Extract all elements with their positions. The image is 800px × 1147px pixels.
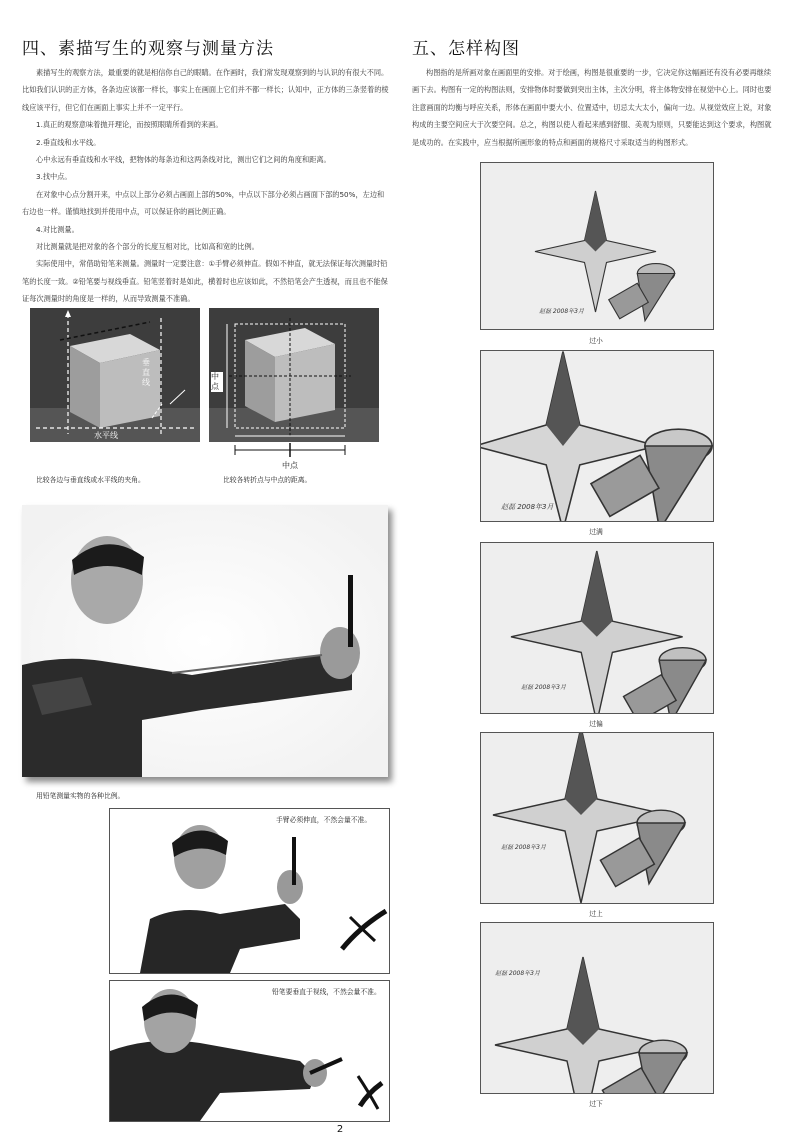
tip-photo-pencil bbox=[109, 980, 390, 1122]
composition-off-center bbox=[480, 542, 714, 714]
page-number: 2 bbox=[336, 1124, 344, 1135]
cube-midpoint-illustration bbox=[209, 308, 379, 442]
paragraph: 心中永远有垂直线和水平线，把物体的每条边和这两条线对比，测出它们之间的角度和距离。 bbox=[36, 155, 331, 165]
tip-arm-caption: 手臂必须伸直，不然会量不准。 bbox=[276, 816, 372, 824]
left-heading: 四、素描写生的观察与测量方法 bbox=[22, 39, 274, 59]
left-text-block bbox=[22, 64, 390, 308]
signature: 赵磊 2008年3月 bbox=[539, 308, 584, 315]
composition-too-high bbox=[480, 732, 714, 904]
signature: 赵磊 2008年3月 bbox=[495, 970, 540, 977]
paragraph: 2.垂直线和水平线。 bbox=[36, 137, 101, 147]
measuring-photo bbox=[22, 505, 388, 777]
sketch-too-small bbox=[481, 163, 713, 329]
sketch-too-high bbox=[481, 733, 713, 903]
midpoint-ruler bbox=[209, 443, 379, 457]
paragraph: 对比测量就是把对象的各个部分的长度互相对比，比如高和宽的比例。 bbox=[36, 242, 259, 252]
tip-pencil-caption: 铅笔要垂直于视线，不然会量不准。 bbox=[272, 988, 381, 996]
measuring-photo-caption: 用铅笔测量实物的各种比例。 bbox=[36, 792, 125, 800]
right-text-block bbox=[412, 64, 776, 151]
composition-too-low bbox=[480, 922, 714, 1094]
paragraph: 3.找中点。 bbox=[36, 172, 72, 182]
vertical-line-label: 垂直线 bbox=[142, 358, 150, 387]
boy-pencil-perpendicular-illustration bbox=[110, 981, 389, 1121]
paragraph: 在对象中心点分割开来，中点以上部分必须占画面上部的50%，中点以下部分必须占画面下部的50%，左边和右边也一样。谨慎地找到并使用中点，可以保证你的画比例正确。 bbox=[22, 189, 385, 217]
signature: 赵磊 2008年3月 bbox=[501, 503, 554, 511]
composition-too-small bbox=[480, 162, 714, 330]
caption-too-full: 过满 bbox=[589, 528, 603, 536]
caption-off-center: 过偏 bbox=[589, 720, 603, 728]
paragraph: 构图指的是所画对象在画面里的安排。对于绘画，构图是很重要的一步，它决定你这幅画还有没有必要再继续画下去。构图有一定的构图法则，安排物体时要做到突出主体，主次分明，将主体物安排在视觉中心上。同时也要注意画面的均衡与呼应关系，形体在画面中要大小、位置适中，切忌太大太小，偏向一边。从视觉效应上说，对象构成的主要空间应大于次要空间。总之，构图以使人看起来感到舒服、美观为原则，只要能达到这个要求，构图就是成功的。在实践中，应当根据所画形象的特点和画面的规格尺寸采取适当的构图形式。 bbox=[412, 68, 772, 147]
horizontal-line-label: 水平线 bbox=[94, 431, 118, 440]
signature: 赵磊 2008年3月 bbox=[501, 844, 546, 851]
sketch-too-low bbox=[481, 923, 713, 1093]
sketch-off-center bbox=[481, 543, 713, 713]
cube-angles-illustration bbox=[30, 308, 200, 442]
cube-photo-midpoints bbox=[209, 308, 379, 442]
cube-caption-angles: 比较各边与垂直线或水平线的夹角。 bbox=[36, 476, 145, 484]
cube-photo-angles bbox=[30, 308, 200, 442]
tip-photo-arm bbox=[109, 808, 390, 974]
caption-too-high: 过上 bbox=[589, 910, 603, 918]
boy-arm-straight-illustration bbox=[110, 809, 389, 973]
sketch-too-full bbox=[481, 351, 713, 521]
paragraph: 1.真正的观察意味着抛开理论，而按照眼睛所看到的来画。 bbox=[36, 120, 223, 130]
caption-too-low: 过下 bbox=[589, 1100, 603, 1108]
paragraph: 素描写生的观察方法，最重要的就是相信你自己的眼睛。在作画时，我们常发现观察到的与认识的有很大不同。比如我们认识的正方体，各条边应该都一样长，事实上在画面上它们并不都一样长；认知中，正方体的三条竖着的棱线应该平行，但它们在画面上事实上并不一定平行。 bbox=[22, 68, 389, 112]
composition-too-full bbox=[480, 350, 714, 522]
cube-caption-midpoints: 比较各转折点与中点的距离。 bbox=[223, 476, 312, 484]
midpoint-left-label: 中点 bbox=[211, 372, 223, 392]
boy-measuring-illustration bbox=[22, 505, 388, 777]
caption-too-small: 过小 bbox=[589, 337, 603, 345]
paragraph: 4.对比测量。 bbox=[36, 224, 79, 234]
midpoint-bottom-label: 中点 bbox=[282, 461, 298, 470]
right-heading: 五、怎样构图 bbox=[412, 39, 520, 59]
paragraph: 实际使用中，常借助铅笔来测量。测量时一定要注意：①手臂必须伸直。假如不伸直，就无法保证每次测量时铅笔的长度一致。②铅笔要与视线垂直。铅笔竖着时是如此，横着时也应该如此，不然铅笔会产生透视，而且也不能保证每次测量时的角度是一样的，从而导致测量不准确。 bbox=[22, 259, 388, 304]
signature: 赵磊 2008年3月 bbox=[521, 684, 566, 691]
